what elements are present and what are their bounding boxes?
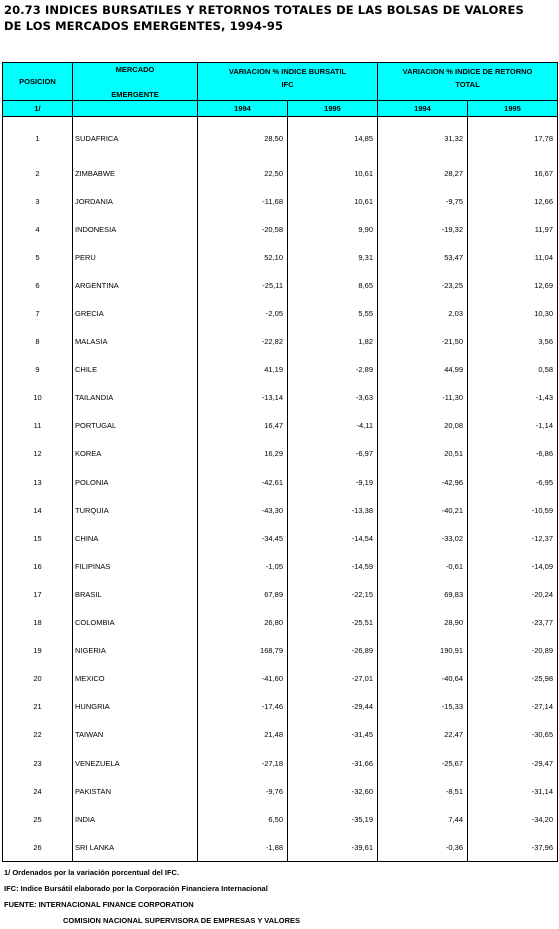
table-row: [3, 468, 558, 496]
header-year-1995-ifc: 1995: [288, 101, 378, 117]
cell-ifc-1994: 6,50: [198, 805, 288, 833]
cell-ifc-1995: -39,61: [288, 833, 378, 862]
cell-ifc-1994: 16,47: [198, 412, 288, 440]
table-row: [3, 609, 558, 637]
table-row: [3, 243, 558, 271]
footnotes: [4, 865, 554, 929]
cell-return-1995: -25,98: [468, 665, 558, 693]
cell-ifc-1994: -42,61: [198, 468, 288, 496]
cell-market: MEXICO: [73, 665, 198, 693]
cell-ifc-1995: 8,65: [288, 271, 378, 299]
header-group-retorno: VARIACION % INDICE DE RETORNO TOTAL: [378, 63, 558, 101]
cell-position: 24: [3, 777, 73, 805]
cell-ifc-1994: -13,14: [198, 384, 288, 412]
cell-position: 2: [3, 159, 73, 187]
cell-market: BRASIL: [73, 580, 198, 608]
cell-ifc-1994: -41,60: [198, 665, 288, 693]
footnote-order: 1/ Ordenados por la variación porcentual del IFC.: [4, 868, 180, 877]
cell-return-1995: 0,58: [468, 356, 558, 384]
cell-ifc-1995: -32,60: [288, 777, 378, 805]
cell-ifc-1995: -31,45: [288, 721, 378, 749]
cell-position: 1: [3, 117, 73, 159]
cell-return-1995: -14,09: [468, 552, 558, 580]
cell-market: CHINA: [73, 524, 198, 552]
cell-position: 13: [3, 468, 73, 496]
cell-market: TURQUIA: [73, 496, 198, 524]
header-year-1994-ifc: 1994: [198, 101, 288, 117]
cell-return-1995: -12,37: [468, 524, 558, 552]
cell-ifc-1995: 10,61: [288, 159, 378, 187]
cell-return-1994: 44,99: [378, 356, 468, 384]
source-line-2: COMISION NACIONAL SUPERVISORA DE EMPRESAS Y VALORES: [63, 916, 300, 925]
cell-return-1995: -27,14: [468, 693, 558, 721]
table-row: [3, 159, 558, 187]
cell-market: TAILANDIA: [73, 384, 198, 412]
cell-return-1995: -23,77: [468, 609, 558, 637]
cell-ifc-1994: 16,29: [198, 440, 288, 468]
cell-ifc-1994: 21,48: [198, 721, 288, 749]
cell-ifc-1994: -11,68: [198, 187, 288, 215]
cell-return-1995: -31,14: [468, 777, 558, 805]
cell-ifc-1995: 14,85: [288, 117, 378, 159]
header-year-1995-rt: 1995: [468, 101, 558, 117]
table-row: [3, 749, 558, 777]
cell-position: 18: [3, 609, 73, 637]
cell-return-1995: 11,97: [468, 215, 558, 243]
cell-return-1995: 3,56: [468, 328, 558, 356]
cell-position: 23: [3, 749, 73, 777]
cell-return-1994: -15,33: [378, 693, 468, 721]
cell-ifc-1995: -27,01: [288, 665, 378, 693]
cell-return-1995: 12,66: [468, 187, 558, 215]
table-row: [3, 693, 558, 721]
page-title: [4, 2, 554, 34]
cell-ifc-1995: -13,38: [288, 496, 378, 524]
table-row: [3, 412, 558, 440]
cell-ifc-1994: -25,11: [198, 271, 288, 299]
cell-market: HUNGRIA: [73, 693, 198, 721]
cell-return-1995: -34,20: [468, 805, 558, 833]
cell-position: 12: [3, 440, 73, 468]
cell-return-1994: -8,51: [378, 777, 468, 805]
cell-ifc-1994: 52,10: [198, 243, 288, 271]
cell-ifc-1995: 9,31: [288, 243, 378, 271]
cell-return-1994: -40,64: [378, 665, 468, 693]
cell-ifc-1994: -20,58: [198, 215, 288, 243]
table-row: [3, 580, 558, 608]
cell-market: PERU: [73, 243, 198, 271]
cell-ifc-1995: 5,55: [288, 299, 378, 327]
cell-ifc-1994: 168,79: [198, 637, 288, 665]
cell-return-1994: -23,25: [378, 271, 468, 299]
cell-ifc-1995: -3,63: [288, 384, 378, 412]
cell-position: 4: [3, 215, 73, 243]
cell-ifc-1994: -9,76: [198, 777, 288, 805]
cell-market: PAKISTAN: [73, 777, 198, 805]
cell-return-1995: -29,47: [468, 749, 558, 777]
header-posicion: POSICION: [3, 63, 73, 101]
cell-ifc-1994: -43,30: [198, 496, 288, 524]
cell-return-1995: -1,43: [468, 384, 558, 412]
cell-ifc-1994: 67,89: [198, 580, 288, 608]
cell-market: SUDAFRICA: [73, 117, 198, 159]
header-year-1994-rt: 1994: [378, 101, 468, 117]
cell-return-1994: -0,61: [378, 552, 468, 580]
table-row: [3, 384, 558, 412]
cell-ifc-1995: -29,44: [288, 693, 378, 721]
cell-return-1995: -20,89: [468, 637, 558, 665]
cell-market: POLONIA: [73, 468, 198, 496]
cell-return-1994: -0,36: [378, 833, 468, 862]
title-line-1: 20.73 INDICES BURSATILES Y RETORNOS TOTALES DE LAS BOLSAS DE VALORES: [4, 3, 524, 17]
cell-return-1994: -21,50: [378, 328, 468, 356]
table-row: [3, 496, 558, 524]
title-line-2: DE LOS MERCADOS EMERGENTES, 1994-95: [4, 19, 284, 33]
table-row: [3, 271, 558, 299]
cell-ifc-1995: -9,19: [288, 468, 378, 496]
cell-position: 19: [3, 637, 73, 665]
cell-ifc-1995: -4,11: [288, 412, 378, 440]
cell-return-1994: 28,90: [378, 609, 468, 637]
cell-position: 17: [3, 580, 73, 608]
cell-return-1994: 2,03: [378, 299, 468, 327]
cell-ifc-1994: -17,46: [198, 693, 288, 721]
table-row: [3, 356, 558, 384]
table-row: [3, 637, 558, 665]
cell-return-1994: 31,32: [378, 117, 468, 159]
cell-market: MALASIA: [73, 328, 198, 356]
cell-position: 26: [3, 833, 73, 862]
header-mercado-label: MERCADO: [115, 65, 155, 74]
cell-ifc-1995: -14,59: [288, 552, 378, 580]
cell-market: ARGENTINA: [73, 271, 198, 299]
cell-return-1994: -42,96: [378, 468, 468, 496]
cell-return-1994: 20,51: [378, 440, 468, 468]
cell-return-1995: 16,67: [468, 159, 558, 187]
cell-return-1995: -37,96: [468, 833, 558, 862]
cell-position: 16: [3, 552, 73, 580]
cell-return-1995: -1,14: [468, 412, 558, 440]
cell-return-1994: 190,91: [378, 637, 468, 665]
cell-market: INDONESIA: [73, 215, 198, 243]
cell-return-1995: -6,95: [468, 468, 558, 496]
cell-ifc-1994: -1,05: [198, 552, 288, 580]
cell-ifc-1994: 28,50: [198, 117, 288, 159]
cell-market: INDIA: [73, 805, 198, 833]
cell-market: FILIPINAS: [73, 552, 198, 580]
cell-ifc-1995: -14,54: [288, 524, 378, 552]
cell-market: COLOMBIA: [73, 609, 198, 637]
cell-return-1994: 28,27: [378, 159, 468, 187]
cell-position: 10: [3, 384, 73, 412]
cell-return-1994: 7,44: [378, 805, 468, 833]
cell-position: 21: [3, 693, 73, 721]
cell-return-1995: 11,04: [468, 243, 558, 271]
cell-position: 22: [3, 721, 73, 749]
source-line: FUENTE: INTERNACIONAL FINANCE CORPORATION: [4, 900, 194, 909]
header-posicion-note: 1/: [3, 101, 73, 117]
cell-ifc-1995: 9,90: [288, 215, 378, 243]
cell-market: NIGERIA: [73, 637, 198, 665]
cell-market: KOREA: [73, 440, 198, 468]
cell-position: 20: [3, 665, 73, 693]
cell-return-1995: -6,86: [468, 440, 558, 468]
cell-ifc-1995: -6,97: [288, 440, 378, 468]
cell-ifc-1994: -1,88: [198, 833, 288, 862]
cell-return-1994: -40,21: [378, 496, 468, 524]
cell-position: 9: [3, 356, 73, 384]
cell-return-1995: -30,65: [468, 721, 558, 749]
cell-return-1994: -19,32: [378, 215, 468, 243]
cell-ifc-1995: -26,89: [288, 637, 378, 665]
cell-ifc-1994: -27,18: [198, 749, 288, 777]
cell-return-1994: -9,75: [378, 187, 468, 215]
cell-ifc-1995: -25,51: [288, 609, 378, 637]
table-row: [3, 117, 558, 159]
cell-ifc-1994: 26,80: [198, 609, 288, 637]
header-empty: [73, 101, 198, 117]
cell-return-1995: -10,59: [468, 496, 558, 524]
cell-position: 25: [3, 805, 73, 833]
cell-return-1995: 12,69: [468, 271, 558, 299]
header-mercado: [73, 63, 198, 101]
cell-market: SRI LANKA: [73, 833, 198, 862]
cell-ifc-1994: -22,82: [198, 328, 288, 356]
cell-market: PORTUGAL: [73, 412, 198, 440]
cell-ifc-1995: -22,15: [288, 580, 378, 608]
cell-ifc-1995: 10,61: [288, 187, 378, 215]
cell-market: JORDANIA: [73, 187, 198, 215]
cell-return-1995: 10,30: [468, 299, 558, 327]
table-row: [3, 777, 558, 805]
table-row: [3, 187, 558, 215]
cell-market: VENEZUELA: [73, 749, 198, 777]
table-row: [3, 440, 558, 468]
cell-return-1994: 20,08: [378, 412, 468, 440]
cell-return-1995: -20,24: [468, 580, 558, 608]
cell-return-1995: 17,78: [468, 117, 558, 159]
cell-position: 11: [3, 412, 73, 440]
table-row: [3, 328, 558, 356]
cell-ifc-1995: 1,82: [288, 328, 378, 356]
cell-ifc-1994: -34,45: [198, 524, 288, 552]
cell-position: 8: [3, 328, 73, 356]
cell-position: 7: [3, 299, 73, 327]
cell-ifc-1995: -31,66: [288, 749, 378, 777]
cell-market: TAIWAN: [73, 721, 198, 749]
table-row: [3, 299, 558, 327]
header-emergente-label: EMERGENTE: [111, 90, 159, 99]
cell-return-1994: -25,67: [378, 749, 468, 777]
cell-return-1994: 53,47: [378, 243, 468, 271]
cell-ifc-1994: -2,05: [198, 299, 288, 327]
cell-position: 6: [3, 271, 73, 299]
cell-ifc-1995: -2,89: [288, 356, 378, 384]
cell-market: ZIMBABWE: [73, 159, 198, 187]
cell-position: 5: [3, 243, 73, 271]
cell-return-1994: -33,02: [378, 524, 468, 552]
table-row: [3, 721, 558, 749]
header-group-ifc: VARIACION % INDICE BURSATIL IFC: [198, 63, 378, 101]
cell-position: 15: [3, 524, 73, 552]
cell-ifc-1994: 22,50: [198, 159, 288, 187]
cell-position: 3: [3, 187, 73, 215]
table-row: [3, 215, 558, 243]
table-row: [3, 524, 558, 552]
cell-return-1994: -11,30: [378, 384, 468, 412]
table-row: [3, 805, 558, 833]
table-row: [3, 665, 558, 693]
data-table: [2, 117, 558, 862]
cell-market: CHILE: [73, 356, 198, 384]
cell-ifc-1995: -35,19: [288, 805, 378, 833]
table-row: [3, 833, 558, 862]
table-row: [3, 552, 558, 580]
table-header: [2, 62, 558, 117]
cell-return-1994: 69,83: [378, 580, 468, 608]
cell-market: GRECIA: [73, 299, 198, 327]
cell-ifc-1994: 41,19: [198, 356, 288, 384]
cell-position: 14: [3, 496, 73, 524]
footnote-ifc: IFC: Indice Bursátil elaborado por la Corporación Financiera Internacional: [4, 884, 268, 893]
cell-return-1994: 22,47: [378, 721, 468, 749]
